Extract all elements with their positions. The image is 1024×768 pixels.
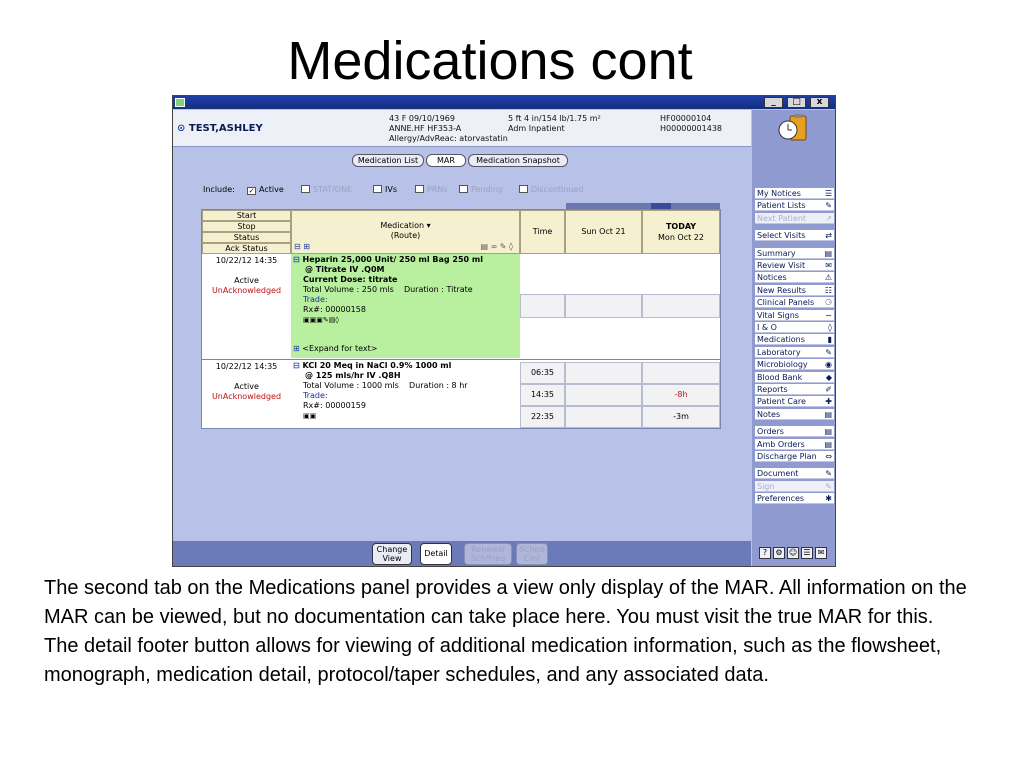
sidebar-item-reports[interactable]	[755, 384, 834, 395]
caption-paragraph-2: The detail footer button allows for viewing of additional medication information, such as the flowsheet, monograph, medication detail, protocol/taper schedules, and any associated data.	[44, 635, 942, 686]
sidebar-item-new-results[interactable]	[755, 285, 834, 296]
sidebar-item-preferences[interactable]	[755, 493, 834, 504]
header-today	[642, 210, 720, 254]
patient-id-1: HF00000104	[660, 114, 712, 123]
sidebar-item-icon: ▤	[824, 427, 832, 437]
patient-demographics: 43 F 09/10/1969	[389, 114, 455, 123]
sidebar-item-icon: ↗	[825, 213, 832, 223]
include-filter-row	[203, 185, 743, 197]
sidebar-item-blood-bank[interactable]	[755, 372, 834, 383]
checkbox-icon	[373, 185, 382, 193]
row1-dose: Current Dose: titrate	[303, 275, 398, 284]
patient-location: ANNE.HF HF353-A	[389, 124, 462, 133]
checkbox-icon	[415, 185, 424, 193]
header-date: Sun Oct 21	[565, 210, 642, 254]
expand-icon[interactable]: ⊟	[293, 255, 303, 264]
sidebar-item-patient-care[interactable]	[755, 396, 834, 407]
patient-status: Adm Inpatient	[508, 124, 565, 133]
sidebar-item-label: Orders	[757, 427, 784, 437]
order-action-icons[interactable]: ▤ ∞ ✎ ◊	[480, 242, 513, 251]
sidebar-item-label: Clinical Panels	[757, 298, 815, 308]
sidebar-item-i-o[interactable]	[755, 322, 834, 333]
sidebar-item-label: Review Visit	[757, 261, 806, 270]
row1-action-icons[interactable]: ▣▣▣✎▤◊	[303, 316, 339, 324]
clock-clipboard-icon	[776, 114, 810, 142]
row2-today-3[interactable]: -3m	[642, 406, 720, 428]
row2-name-text: KCl 20 Meq in NaCl 0.9% 1000 ml	[302, 361, 452, 370]
row2-med-name	[293, 361, 468, 371]
row1-left	[202, 254, 291, 358]
row1-date-cell[interactable]	[565, 294, 642, 318]
row1-expand-text: <Expand for text>	[302, 344, 378, 353]
sidebar-item-clinical-panels[interactable]	[755, 297, 834, 308]
sidebar-item-patient-lists[interactable]	[755, 200, 834, 211]
filter-label: Pending	[471, 185, 503, 194]
row2-date-cell-1[interactable]	[565, 362, 642, 384]
row2-volume: Total Volume : 1000 mls	[303, 381, 399, 390]
settings-icon[interactable]: ⚙	[773, 547, 785, 559]
route-label: (Route)	[390, 231, 421, 240]
sidebar-item-icon: ▮	[827, 335, 832, 345]
sidebar-item-label: New Results	[757, 285, 806, 295]
sidebar-item-icon: ⇔	[825, 452, 832, 461]
row2-today-1[interactable]	[642, 362, 720, 384]
sidebar-item-label: Patient Lists	[757, 201, 806, 211]
row2-duration: Duration : 8 hr	[409, 381, 468, 390]
sidebar-item-icon: ✱	[825, 494, 832, 504]
row2-date-cell-2[interactable]	[565, 384, 642, 406]
sidebar-item-label: Preferences	[757, 494, 805, 504]
sidebar-item-icon: ⚆	[824, 298, 832, 308]
sidebar-item-summary[interactable]	[755, 248, 834, 259]
row1-name-text: Heparin 25,000 Unit/ 250 ml Bag 250 ml	[302, 255, 483, 264]
list-icon[interactable]: ☰	[801, 547, 813, 559]
row2-time-3: 22:35	[520, 406, 565, 428]
sidebar-item-label: Amb Orders	[757, 439, 805, 449]
row1-med-name	[293, 255, 483, 265]
sidebar-item-icon: ⇄	[825, 231, 832, 241]
row2-time-2: 14:35	[520, 384, 565, 406]
window-titlebar	[173, 96, 835, 109]
patient-banner	[173, 110, 751, 147]
filter-stat-one[interactable]	[301, 185, 352, 194]
detail-button[interactable]: Detail	[420, 543, 452, 565]
filter-active[interactable]	[247, 185, 284, 195]
sidebar-item-notes[interactable]	[755, 409, 834, 420]
sidebar-item-label: Patient Care	[757, 397, 806, 407]
sidebar-item-icon: ✎	[825, 201, 832, 211]
row1-rx: Rx#: 00000158	[303, 305, 366, 314]
sidebar-item-my-notices[interactable]	[755, 188, 834, 199]
sidebar-item-icon: ☷	[824, 285, 832, 295]
row1-status: Active	[234, 276, 259, 285]
sidebar-item-label: Reports	[757, 385, 788, 394]
sidebar-item-icon: ◆	[825, 372, 832, 382]
sidebar-item-document[interactable]	[755, 468, 834, 479]
row2-time-1: 06:35	[520, 362, 565, 384]
row1-volume: Total Volume : 250 mls	[303, 285, 394, 294]
tab-mar[interactable]: MAR	[426, 154, 466, 167]
row1-duration: Duration : Titrate	[403, 285, 473, 294]
row2-ack: UnAcknowledged	[211, 392, 282, 401]
sched-cmt-button[interactable]: Sched Cmt	[516, 543, 548, 565]
patient-allergy[interactable]: Allergy/AdvReac: atorvastatin	[389, 134, 508, 143]
app-window	[172, 95, 836, 567]
sidebar-item-icon: ▤	[824, 248, 832, 258]
row1-ack: UnAcknowledged	[211, 286, 282, 295]
filter-pending[interactable]	[459, 185, 503, 194]
sidebar-item-icon: ✎	[825, 481, 832, 491]
row1-route: @ Titrate IV .Q0M	[305, 265, 385, 274]
expand-icon[interactable]: ⊟	[293, 361, 303, 370]
today-label: TODAY	[665, 222, 697, 231]
header-start: Start	[202, 210, 291, 221]
filter-label: IVs	[385, 185, 397, 194]
filter-prns[interactable]	[415, 185, 448, 194]
help-icon[interactable]: ?	[759, 547, 771, 559]
sidebar-item-icon: ▤	[824, 439, 832, 449]
row1-volume-line	[293, 285, 483, 295]
sidebar-item-label: Summary	[757, 248, 796, 258]
close-button[interactable]: x	[810, 97, 829, 108]
maximize-button[interactable]: □	[787, 97, 806, 108]
sidebar-item-vital-signs[interactable]	[755, 310, 834, 321]
info-icon: ⊙	[177, 123, 189, 134]
sidebar-item-icon: ✉	[825, 261, 832, 270]
footer-bar	[173, 541, 751, 567]
sidebar-item-label: Laboratory	[757, 347, 801, 357]
row2-today-2[interactable]: -8h	[642, 384, 720, 406]
sidebar-item-label: Select Visits	[757, 231, 806, 241]
sidebar-item-icon: ◊	[828, 323, 832, 332]
expand-icon: ⊞	[293, 344, 303, 353]
sidebar-item-sign[interactable]	[755, 481, 834, 492]
row2-status: Active	[234, 382, 259, 391]
row1-start: 10/22/12 14:35	[215, 256, 278, 265]
row2-left	[202, 360, 291, 430]
sidebar-item-label: Notices	[757, 273, 787, 283]
sidebar-item-label: Microbiology	[757, 360, 808, 370]
minimize-button[interactable]: _	[764, 97, 783, 108]
filter-label: STAT/ONE	[313, 185, 353, 194]
app-icon	[175, 98, 185, 107]
sidebar-item-icon: ∼	[825, 310, 832, 320]
checkbox-icon	[301, 185, 310, 193]
slide-caption	[44, 574, 994, 690]
medication-sort-label: Medication ▾	[380, 221, 431, 230]
patient-name[interactable]	[177, 123, 263, 134]
tab-medication-snapshot[interactable]: Medication Snapshot	[468, 154, 568, 167]
row2-rx: Rx#: 00000159	[303, 401, 366, 410]
sidebar-item-orders[interactable]	[755, 426, 834, 437]
sidebar-item-icon: ☰	[824, 189, 832, 198]
sidebar	[752, 110, 836, 567]
tab-medication-list[interactable]: Medication List	[352, 154, 424, 167]
caption-paragraph-1: The second tab on the Medications panel provides a view only display of the MAR. All information on the MAR can be viewed, but no documentation can take place here. You must visit the true MAR for this.	[44, 577, 967, 628]
filter-label: Discontinued	[531, 185, 584, 194]
sidebar-item-label: Medications	[757, 335, 805, 345]
filter-label: PRNs	[427, 185, 448, 194]
sidebar-item-laboratory[interactable]	[755, 347, 834, 358]
slide-title: Medications cont	[287, 31, 693, 91]
sidebar-item-icon: ✎	[825, 347, 832, 357]
header-time: Time	[520, 210, 565, 254]
sidebar-item-microbiology[interactable]	[755, 359, 834, 370]
row1-trade: Trade:	[303, 295, 328, 304]
patient-id-2: H00000001438	[660, 124, 723, 133]
sidebar-item-label: Notes	[757, 409, 781, 419]
row2-volume-line	[293, 381, 468, 391]
collapse-expand-icons[interactable]: ⊟ ⊞	[294, 242, 310, 251]
patient-size: 5 ft 4 in/154 lb/1.75 m²	[508, 114, 601, 123]
row1-expand-text-line[interactable]	[293, 344, 377, 354]
sidebar-item-next-patient[interactable]	[755, 213, 834, 224]
sidebar-bottom-tools	[755, 544, 833, 562]
sidebar-item-review-visit[interactable]	[755, 260, 834, 271]
sidebar-item-icon: ▤	[824, 409, 832, 419]
sidebar-item-select-visits[interactable]	[755, 230, 834, 241]
user-icon[interactable]: ☺	[788, 548, 798, 557]
row1-today-cell[interactable]	[642, 294, 720, 318]
sidebar-item-icon: ✚	[825, 397, 832, 407]
sidebar-item-icon: ⚠	[824, 273, 832, 283]
row2-start: 10/22/12 14:35	[215, 362, 278, 371]
sidebar-item-label: Vital Signs	[757, 310, 799, 320]
row2-medication[interactable]	[291, 360, 520, 430]
sidebar-item-label: I & O	[757, 323, 777, 332]
sidebar-item-label: Discharge Plan	[757, 452, 817, 461]
renewal-sch-freq-button[interactable]: Renewal Sch/Freq	[464, 543, 512, 565]
sidebar-item-label: My Notices	[757, 189, 801, 198]
row2-action-icons[interactable]: ▣▣	[303, 412, 317, 420]
sidebar-item-label: Document	[757, 469, 799, 479]
header-medication[interactable]	[291, 210, 520, 254]
sidebar-item-icon: ✎	[825, 469, 832, 479]
sidebar-item-discharge-plan[interactable]	[755, 451, 834, 462]
medications-panel	[173, 148, 751, 540]
row2-date-cell-3[interactable]	[565, 406, 642, 428]
row1-time-cell	[520, 294, 565, 318]
sidebar-item-label: Blood Bank	[757, 372, 803, 382]
row2-route: @ 125 mls/hr IV .Q8H	[305, 371, 401, 380]
row2-trade: Trade:	[303, 391, 328, 400]
filter-discontinued[interactable]	[519, 185, 583, 194]
sidebar-item-medications[interactable]	[755, 334, 834, 345]
checkbox-icon: ✓	[248, 187, 255, 195]
filter-ivs[interactable]	[373, 185, 397, 194]
sidebar-item-notices[interactable]	[755, 272, 834, 283]
sidebar-item-label: Sign	[757, 481, 775, 491]
sidebar-item-amb-orders[interactable]	[755, 439, 834, 450]
header-ack-status: Ack Status	[202, 243, 291, 254]
checkbox-icon	[459, 185, 468, 193]
row1-medication[interactable]	[291, 254, 520, 358]
header-stop: Stop	[202, 221, 291, 232]
header-status: Status	[202, 232, 291, 243]
sidebar-item-label: Next Patient	[757, 213, 807, 223]
filter-label: Active	[259, 185, 284, 194]
sidebar-item-icon: ◉	[825, 360, 832, 370]
mar-grid	[201, 209, 721, 429]
checkbox-icon	[519, 185, 528, 193]
change-view-button[interactable]: Change View	[372, 543, 412, 565]
patient-name-text: TEST,ASHLEY	[188, 123, 263, 134]
mail-icon[interactable]: ✉	[815, 547, 827, 559]
sidebar-item-icon: ✐	[825, 385, 832, 394]
today-date: Mon Oct 22	[658, 233, 704, 242]
include-label: Include:	[203, 185, 235, 194]
